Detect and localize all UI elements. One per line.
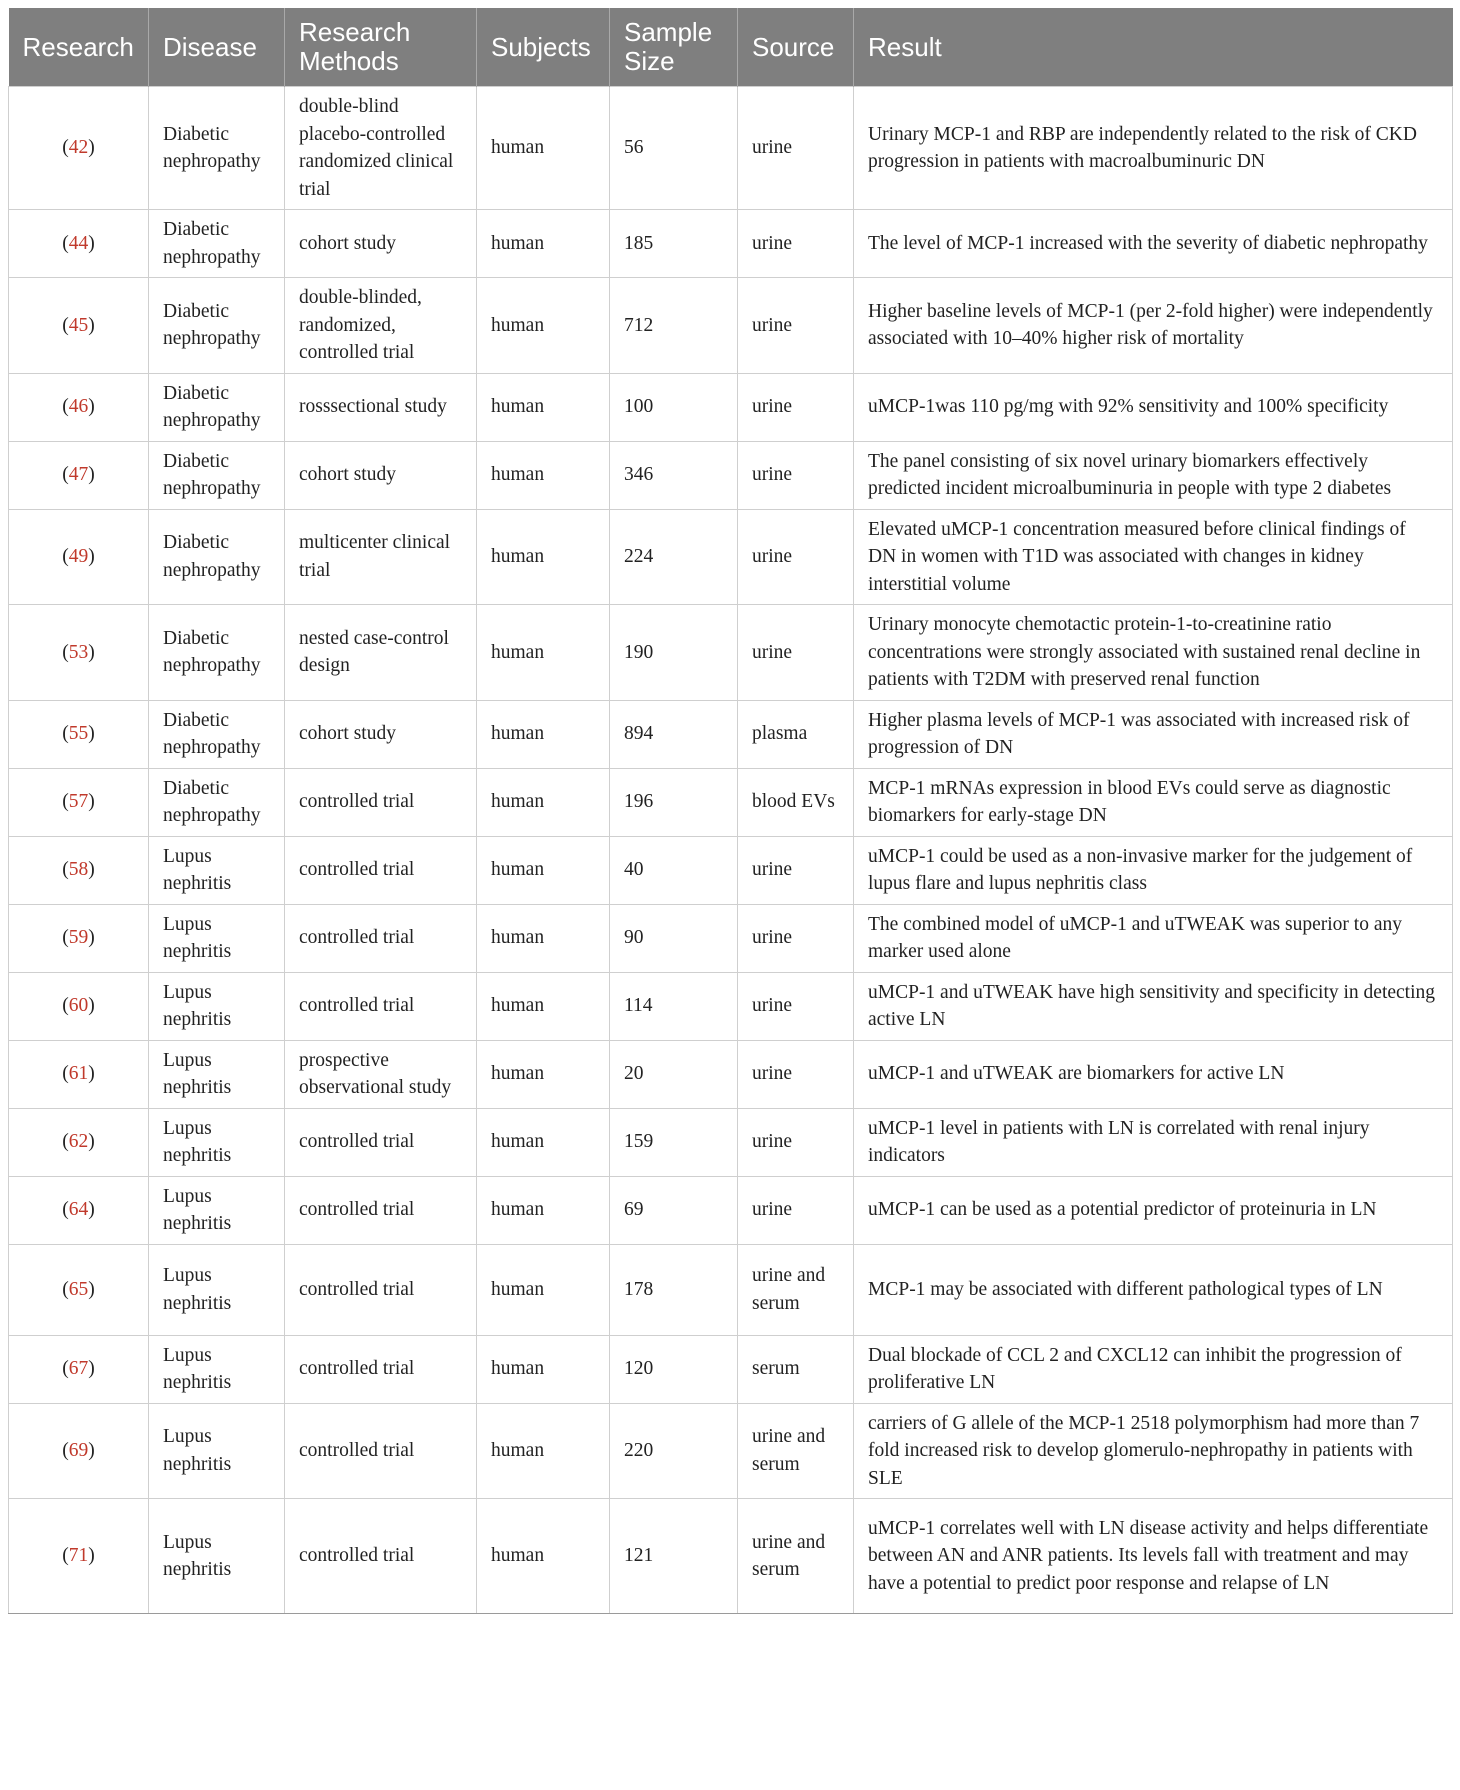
table-row: [9, 1403, 1453, 1499]
cell-research-method: controlled trial: [285, 1499, 477, 1614]
cell-research-method: controlled trial: [285, 1108, 477, 1176]
cell-research: (59): [9, 904, 149, 972]
reference-link[interactable]: 55: [68, 723, 89, 745]
cell-sample-size: 190: [610, 605, 738, 701]
cell-research-method: controlled trial: [285, 1244, 477, 1335]
reference-link[interactable]: 58: [68, 859, 89, 881]
reference-link[interactable]: 67: [68, 1358, 89, 1380]
cell-sample-size: 40: [610, 836, 738, 904]
cell-sample-size: 121: [610, 1499, 738, 1614]
reference-link[interactable]: 46: [68, 396, 89, 418]
cell-disease: Diabetic nephropathy: [149, 768, 285, 836]
cell-subjects: human: [477, 904, 610, 972]
header-subjects: Subjects: [477, 8, 610, 87]
cell-sample-size: 120: [610, 1335, 738, 1403]
cell-subjects: human: [477, 1176, 610, 1244]
cell-disease: Lupus nephritis: [149, 836, 285, 904]
cell-research-method: controlled trial: [285, 1176, 477, 1244]
cell-disease: Lupus nephritis: [149, 1040, 285, 1108]
cell-disease: Diabetic nephropathy: [149, 441, 285, 509]
cell-result: The panel consisting of six novel urinary biomarkers effectively predicted incident microalbuminuria in people with type 2 diabetes: [854, 441, 1453, 509]
table-row: [9, 605, 1453, 701]
table-row: [9, 1108, 1453, 1176]
table-row: [9, 972, 1453, 1040]
header-disease: Disease: [149, 8, 285, 87]
table-row: [9, 836, 1453, 904]
cell-result: uMCP-1was 110 pg/mg with 92% sensitivity and 100% specificity: [854, 373, 1453, 441]
cell-result: The combined model of uMCP-1 and uTWEAK was superior to any marker used alone: [854, 904, 1453, 972]
cell-source: urine: [738, 1108, 854, 1176]
cell-research: (57): [9, 768, 149, 836]
reference-link[interactable]: 42: [68, 137, 89, 159]
cell-disease: Lupus nephritis: [149, 1403, 285, 1499]
results-table: [8, 8, 1453, 1614]
cell-research: (42): [9, 87, 149, 210]
cell-subjects: human: [477, 1244, 610, 1335]
cell-result: uMCP-1 and uTWEAK are biomarkers for active LN: [854, 1040, 1453, 1108]
cell-research: (49): [9, 509, 149, 605]
table-row: [9, 1040, 1453, 1108]
reference-link[interactable]: 64: [68, 1199, 89, 1221]
cell-source: urine: [738, 836, 854, 904]
header-research: Research: [9, 8, 149, 87]
cell-research: (67): [9, 1335, 149, 1403]
reference-link[interactable]: 47: [68, 464, 89, 486]
cell-sample-size: 90: [610, 904, 738, 972]
table-row: [9, 509, 1453, 605]
cell-result: Dual blockade of CCL 2 and CXCL12 can inhibit the progression of proliferative LN: [854, 1335, 1453, 1403]
cell-research-method: nested case-control design: [285, 605, 477, 701]
cell-subjects: human: [477, 605, 610, 701]
cell-disease: Diabetic nephropathy: [149, 700, 285, 768]
cell-disease: Lupus nephritis: [149, 1244, 285, 1335]
cell-result: uMCP-1 can be used as a potential predictor of proteinuria in LN: [854, 1176, 1453, 1244]
cell-result: Urinary monocyte chemotactic protein-1-to-creatinine ratio concentrations were strongly associated with sustained renal decline in patients with T2DM with preserved renal function: [854, 605, 1453, 701]
reference-link[interactable]: 53: [68, 641, 89, 663]
cell-sample-size: 185: [610, 210, 738, 278]
cell-disease: Diabetic nephropathy: [149, 278, 285, 374]
cell-result: MCP-1 mRNAs expression in blood EVs could serve as diagnostic biomarkers for early-stage DN: [854, 768, 1453, 836]
reference-link[interactable]: 65: [68, 1278, 89, 1300]
reference-link[interactable]: 62: [68, 1131, 89, 1153]
table-header-row: [9, 8, 1453, 87]
cell-sample-size: 56: [610, 87, 738, 210]
table-row: [9, 441, 1453, 509]
cell-research-method: controlled trial: [285, 768, 477, 836]
cell-research: (60): [9, 972, 149, 1040]
cell-disease: Lupus nephritis: [149, 904, 285, 972]
cell-source: urine: [738, 605, 854, 701]
cell-disease: Lupus nephritis: [149, 1335, 285, 1403]
cell-subjects: human: [477, 1499, 610, 1614]
cell-subjects: human: [477, 836, 610, 904]
cell-source: plasma: [738, 700, 854, 768]
cell-research-method: controlled trial: [285, 904, 477, 972]
cell-research-method: cohort study: [285, 700, 477, 768]
cell-sample-size: 114: [610, 972, 738, 1040]
cell-source: urine: [738, 509, 854, 605]
cell-research: (44): [9, 210, 149, 278]
cell-subjects: human: [477, 1335, 610, 1403]
reference-link[interactable]: 69: [68, 1440, 89, 1461]
cell-sample-size: 712: [610, 278, 738, 374]
cell-sample-size: 20: [610, 1040, 738, 1108]
reference-link[interactable]: 57: [68, 791, 89, 813]
cell-result: Higher baseline levels of MCP-1 (per 2-fold higher) were independently associated with 10–40% higher risk of mortality: [854, 278, 1453, 374]
cell-sample-size: 69: [610, 1176, 738, 1244]
cell-result: Higher plasma levels of MCP-1 was associated with increased risk of progression of DN: [854, 700, 1453, 768]
cell-source: urine and serum: [738, 1403, 854, 1499]
cell-research: (53): [9, 605, 149, 701]
cell-subjects: human: [477, 1403, 610, 1499]
cell-subjects: human: [477, 509, 610, 605]
table-row: [9, 904, 1453, 972]
cell-research: (71): [9, 1499, 149, 1614]
cell-research: (58): [9, 836, 149, 904]
table-row: [9, 1335, 1453, 1403]
cell-research: (65): [9, 1244, 149, 1335]
cell-research: (46): [9, 373, 149, 441]
cell-result: uMCP-1 level in patients with LN is correlated with renal injury indicators: [854, 1108, 1453, 1176]
cell-result: MCP-1 may be associated with different pathological types of LN: [854, 1244, 1453, 1335]
cell-disease: Lupus nephritis: [149, 972, 285, 1040]
cell-sample-size: 178: [610, 1244, 738, 1335]
cell-source: urine: [738, 373, 854, 441]
cell-source: urine: [738, 1040, 854, 1108]
cell-subjects: human: [477, 700, 610, 768]
cell-disease: Diabetic nephropathy: [149, 210, 285, 278]
cell-research-method: multicenter clinical trial: [285, 509, 477, 605]
cell-sample-size: 220: [610, 1403, 738, 1499]
header-result: Result: [854, 8, 1453, 87]
reference-link[interactable]: 49: [68, 546, 89, 567]
cell-subjects: human: [477, 972, 610, 1040]
cell-result: Elevated uMCP-1 concentration measured before clinical findings of DN in women with T1D was associated with changes in kidney interstitial volume: [854, 509, 1453, 605]
cell-research-method: controlled trial: [285, 1403, 477, 1499]
cell-research-method: controlled trial: [285, 1335, 477, 1403]
cell-source: blood EVs: [738, 768, 854, 836]
table-row: [9, 1176, 1453, 1244]
cell-sample-size: 100: [610, 373, 738, 441]
cell-research: (64): [9, 1176, 149, 1244]
cell-source: urine and serum: [738, 1499, 854, 1614]
cell-result: uMCP-1 correlates well with LN disease activity and helps differentiate between AN and ANR patients. Its levels fall with treatment and may have a potential to predict poor response and relapse of LN: [854, 1499, 1453, 1614]
table-row: [9, 1244, 1453, 1335]
cell-research-method: double-blinded, randomized, controlled trial: [285, 278, 477, 374]
cell-subjects: human: [477, 1040, 610, 1108]
cell-research-method: cohort study: [285, 441, 477, 509]
cell-sample-size: 894: [610, 700, 738, 768]
cell-source: urine: [738, 210, 854, 278]
cell-research: (61): [9, 1040, 149, 1108]
cell-subjects: human: [477, 373, 610, 441]
reference-link[interactable]: 71: [68, 1545, 89, 1567]
cell-subjects: human: [477, 441, 610, 509]
cell-disease: Diabetic nephropathy: [149, 605, 285, 701]
cell-disease: Diabetic nephropathy: [149, 87, 285, 210]
cell-sample-size: 346: [610, 441, 738, 509]
cell-subjects: human: [477, 1108, 610, 1176]
cell-source: urine: [738, 87, 854, 210]
cell-research: (45): [9, 278, 149, 374]
cell-source: urine and serum: [738, 1244, 854, 1335]
cell-disease: Diabetic nephropathy: [149, 509, 285, 605]
reference-link[interactable]: 45: [68, 314, 89, 336]
cell-research: (69): [9, 1403, 149, 1499]
cell-subjects: human: [477, 768, 610, 836]
cell-disease: Lupus nephritis: [149, 1499, 285, 1614]
cell-research-method: controlled trial: [285, 836, 477, 904]
cell-research-method: prospective observational study: [285, 1040, 477, 1108]
cell-source: serum: [738, 1335, 854, 1403]
cell-research: (55): [9, 700, 149, 768]
cell-research-method: double-blind placebo-controlled randomized clinical trial: [285, 87, 477, 210]
cell-source: urine: [738, 278, 854, 374]
cell-research-method: rosssectional study: [285, 373, 477, 441]
table-row: [9, 210, 1453, 278]
cell-result: uMCP-1 and uTWEAK have high sensitivity and specificity in detecting active LN: [854, 972, 1453, 1040]
reference-link[interactable]: 44: [68, 232, 89, 254]
cell-result: carriers of G allele of the MCP-1 2518 polymorphism had more than 7 fold increased risk to develop glomerulo-nephropathy in patients with SLE: [854, 1403, 1453, 1499]
table-row: [9, 700, 1453, 768]
reference-link[interactable]: 60: [68, 995, 89, 1017]
cell-result: uMCP-1 could be used as a non-invasive marker for the judgement of lupus flare and lupus nephritis class: [854, 836, 1453, 904]
cell-result: The level of MCP-1 increased with the severity of diabetic nephropathy: [854, 210, 1453, 278]
cell-source: urine: [738, 904, 854, 972]
cell-subjects: human: [477, 278, 610, 374]
reference-link[interactable]: 59: [68, 927, 89, 949]
header-research-methods: Research Methods: [285, 8, 477, 87]
cell-disease: Lupus nephritis: [149, 1176, 285, 1244]
cell-disease: Diabetic nephropathy: [149, 373, 285, 441]
cell-disease: Lupus nephritis: [149, 1108, 285, 1176]
cell-result: Urinary MCP-1 and RBP are independently related to the risk of CKD progression in patients with macroalbuminuric DN: [854, 87, 1453, 210]
cell-research-method: cohort study: [285, 210, 477, 278]
cell-source: urine: [738, 1176, 854, 1244]
table-row: [9, 373, 1453, 441]
cell-research: (62): [9, 1108, 149, 1176]
cell-source: urine: [738, 441, 854, 509]
table-row: [9, 278, 1453, 374]
cell-research: (47): [9, 441, 149, 509]
cell-sample-size: 159: [610, 1108, 738, 1176]
table-body: [9, 87, 1453, 1614]
table-container: [8, 8, 1452, 1614]
cell-subjects: human: [477, 210, 610, 278]
table-row: [9, 768, 1453, 836]
cell-sample-size: 196: [610, 768, 738, 836]
header-source: Source: [738, 8, 854, 87]
cell-sample-size: 224: [610, 509, 738, 605]
header-sample-size: Sample Size: [610, 8, 738, 87]
reference-link[interactable]: 61: [68, 1063, 89, 1085]
cell-source: urine: [738, 972, 854, 1040]
cell-subjects: human: [477, 87, 610, 210]
table-row: [9, 87, 1453, 210]
table-row: [9, 1499, 1453, 1614]
cell-research-method: controlled trial: [285, 972, 477, 1040]
